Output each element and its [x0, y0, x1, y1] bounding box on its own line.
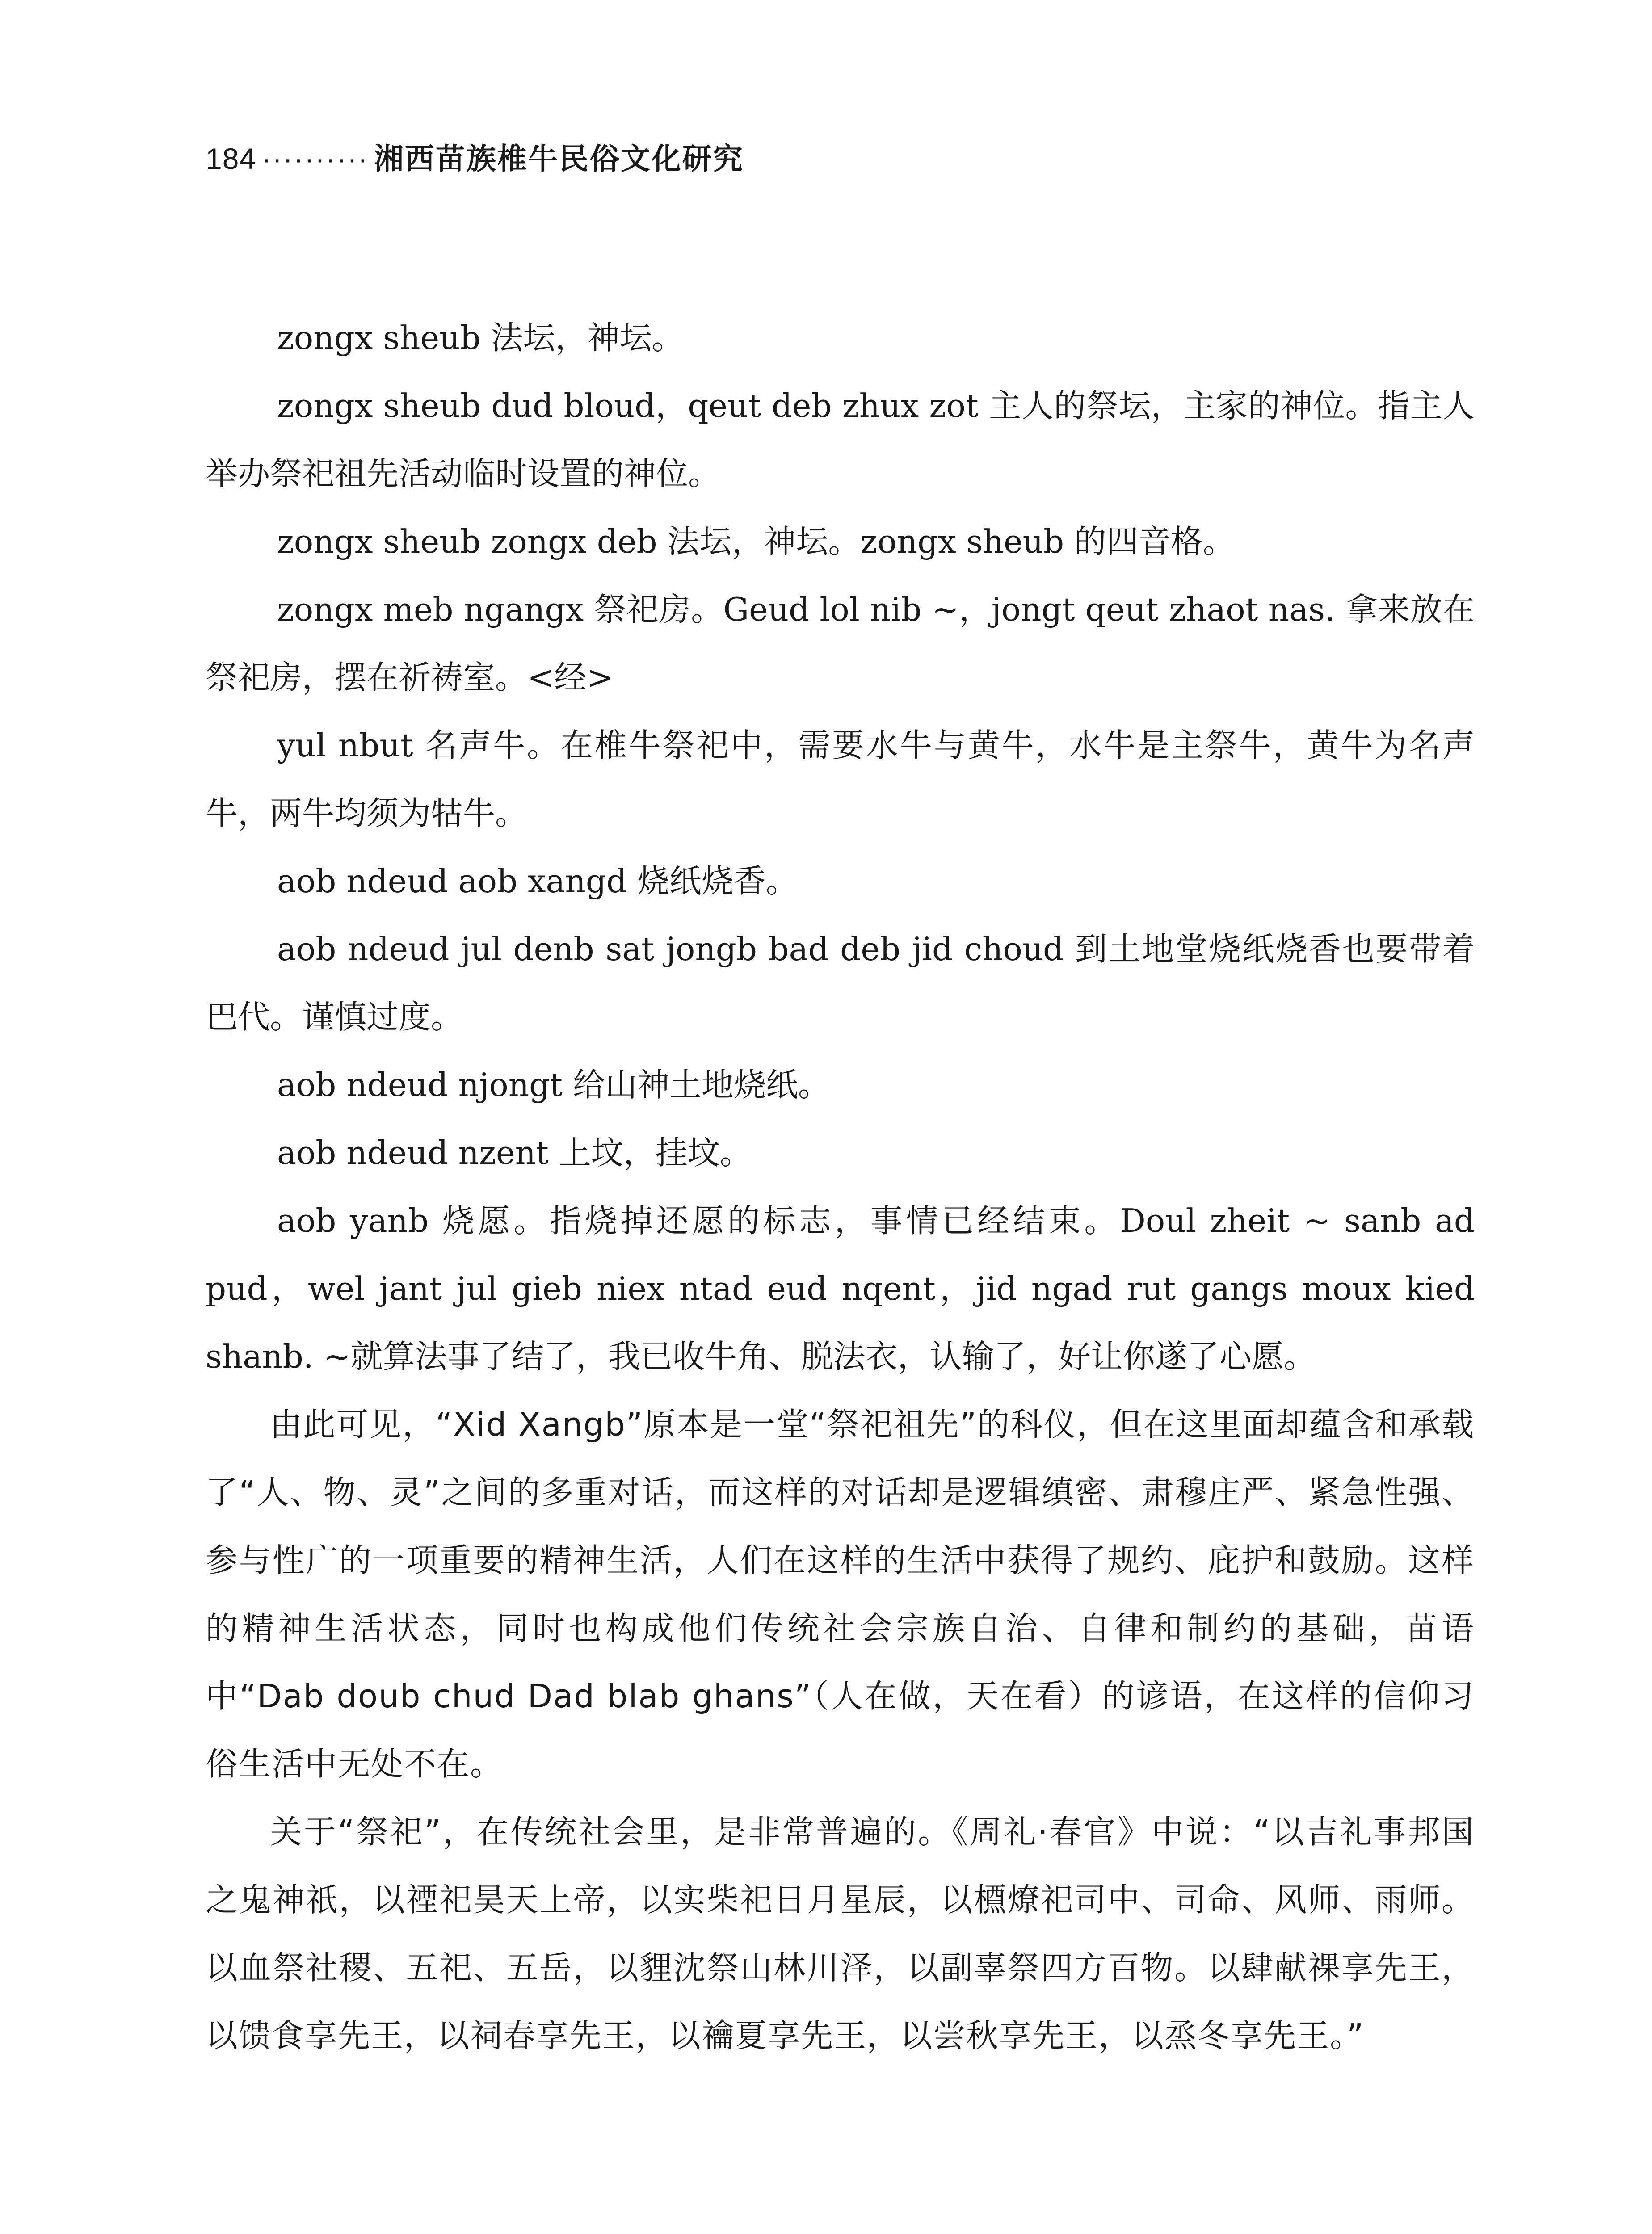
glossary-entry: aob ndeud nzent 上坟，挂坟。	[277, 1134, 752, 1172]
book-title: 湘西苗族椎牛民俗文化研究	[374, 142, 744, 175]
glossary-entry: zongx sheub dud bloud，qeut deb zhux zot 主人的祭坛，主家的神位。指主人举办祭祀祖先活动临时设置的神位。	[206, 387, 1475, 492]
glossary-entry: zongx sheub 法坛，神坛。	[277, 319, 684, 357]
body-paragraph: 关于“祭祀”，在传统社会里，是非常普遍的。《周礼·春官》中说：“以吉礼事邦国之鬼神祇，以禋祀昊天上帝，以实柴祀日月星辰，以槱燎祀司中、司命、风师、雨师。以血祭社稷、五祀、五岳，以貍沈祭山林川泽，以副辜祭四方百物。以肆献祼享先王，以馈食享先王，以祠春享先王，以禴夏享先王，以尝秋享先王，以烝冬享先王。”	[206, 1813, 1475, 2054]
running-header	[206, 144, 744, 173]
glossary-entry: aob ndeud aob xangd 烧纸烧香。	[277, 862, 798, 900]
body-paragraph: 由此可见，“Xid Xangb”原本是一堂“祭祀祖先”的科仪，但在这里面却蕴含和承载了“人、物、灵”之间的多重对话，而这样的对话却是逻辑缜密、肃穆庄严、紧急性强、参与性广的一项重要的精神生活，人们在这样的生活中获得了规约、庇护和鼓励。这样的精神生活状态，同时也构成他们传统社会宗族自治、自律和制约的基础，苗语中“Dab doub chud Dad blab ghans”（人在做，天在看）的谚语，在这样的信仰习俗生活中无处不在。	[206, 1406, 1475, 1783]
glossary-entry: zongx meb ngangx 祭祀房。Geud lol nib ~，jongt qeut zhaot nas. 拿来放在祭祀房，摆在祈祷室。<经>	[206, 591, 1475, 696]
glossary-entry: aob ndeud njongt 给山神土地烧纸。	[277, 1066, 830, 1104]
glossary-entry: aob yanb 烧愿。指烧掉还愿的标志，事情已经结束。Doul zheit ~ sanb ad pud，wel jant jul gieb niex ntad eud nqent，jid ngad rut gangs moux kied shanb. ~就算法事了结了，我已收牛角、脱法衣，认输了，好让你遂了心愿。	[206, 1202, 1475, 1375]
header-leader-dots: ··········	[261, 142, 369, 175]
glossary-entry: aob ndeud jul denb sat jongb bad deb jid choud 到土地堂烧纸烧香也要带着巴代。谨慎过度。	[206, 930, 1475, 1036]
glossary-entry: yul nbut 名声牛。在椎牛祭祀中，需要水牛与黄牛，水牛是主祭牛，黄牛为名声牛，两牛均须为牯牛。	[206, 726, 1475, 832]
page-number: 184	[206, 142, 256, 175]
page-body	[206, 304, 1475, 2070]
glossary-entry: zongx sheub zongx deb 法坛，神坛。zongx sheub 的四音格。	[277, 523, 1235, 560]
